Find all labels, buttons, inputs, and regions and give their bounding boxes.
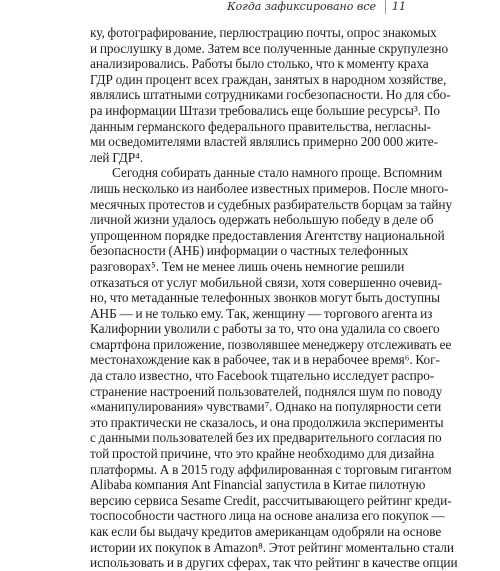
text-line: месячных протестов и судебных разбирательств борцам за тайну bbox=[90, 196, 453, 212]
text-line: ку, фотографирование, перлюстрацию почты, опрос знакомых bbox=[90, 25, 437, 40]
text-line: истории их покупок в Amazon⁸. Этот рейтинг моментально стали bbox=[90, 539, 454, 555]
text-line: отказаться от услуг мобильной связи, хотя совершенно очевид- bbox=[90, 274, 442, 290]
text-line: личной жизни удалось одержать небольшую победу в деле об bbox=[90, 212, 434, 228]
text-line: это практически не сказалось, и она продолжила эксперименты bbox=[90, 414, 444, 430]
text-line: использовать и в других сферах, так что рейтинг в качестве опции bbox=[90, 555, 458, 571]
text-line: платформы. А в 2015 году аффилированная с торговым гигантом bbox=[90, 461, 452, 477]
text-line: как если бы выдачу кредитов американцам одобряли на основе bbox=[90, 524, 442, 539]
body-text bbox=[90, 25, 458, 571]
running-head-divider bbox=[385, 0, 386, 14]
running-head-title: Когда зафиксировано все bbox=[227, 0, 376, 13]
text-line: но, что метаданные телефонных звонков могут быть доступны bbox=[90, 290, 440, 306]
text-line: «манипулирования» чувствами⁷. Однако на популярности сети bbox=[90, 399, 442, 415]
text-line: ГДР один процент всех граждан, занятых в народном хозяйстве, bbox=[90, 71, 447, 87]
text-line: местонахождение как в рабочее, так и в нерабочее время⁶. Ког- bbox=[90, 352, 440, 368]
text-line: АНБ — и не только ему. Так, женщину — торгового агента из bbox=[90, 305, 433, 321]
text-line: безопасности (АНБ) информации о частных телефонных bbox=[90, 243, 409, 259]
running-head bbox=[0, 0, 500, 14]
text-line: разговорах⁵. Тем не менее лишь очень немногие решили bbox=[90, 258, 405, 274]
text-line: Калифорнии уволили с работы за то, что она удалила со своего bbox=[90, 321, 440, 337]
text-line: упрощенном порядке предоставления Агентству национальной bbox=[90, 227, 445, 243]
text-line: являлись штатными сотрудниками госбезопасности. Но для сбо- bbox=[90, 87, 451, 103]
text-line: с данными пользователей без их предварительного согласия по bbox=[90, 430, 442, 446]
page-number: 11 bbox=[392, 0, 406, 13]
text-line: Alibaba компания Ant Financial запустила в Китае пилотную bbox=[90, 477, 426, 493]
text-line: лей ГДР⁴. bbox=[90, 149, 143, 165]
text-line: Сегодня собирать данные стало намного проще. Вспомним bbox=[112, 165, 443, 181]
text-line: ми осведомителями властей являлись примерно 200 000 жите- bbox=[90, 134, 438, 150]
text-line: странение настроений пользователей, поднялся шум по поводу bbox=[90, 383, 443, 399]
text-line: лишь несколько из наиболее известных примеров. После много- bbox=[90, 180, 449, 196]
text-line: тоспособности частного лица на основе анализа его покупок — bbox=[90, 508, 445, 524]
text-line: ра информации Штази требовались еще большие ресурсы³. По bbox=[90, 102, 441, 118]
text-line: данным германского федерального правительства, негласны- bbox=[90, 118, 431, 134]
text-line: и прослушку в доме. Затем все полученные данные скрупулезно bbox=[90, 40, 449, 56]
text-line: той простой причине, что это крайне необходимо для дизайна bbox=[90, 446, 435, 462]
text-line: смартфона приложение, позволявшее менеджеру отслеживать ее bbox=[90, 336, 452, 352]
text-line: да стало известно, что Facebook тщательно исследует распро- bbox=[90, 368, 435, 384]
text-line: версию сервиса Sesame Credit, рассчитывающего рейтинг креди- bbox=[90, 492, 452, 508]
text-line: анализировались. Работы было столько, что к моменту краха bbox=[90, 56, 429, 72]
